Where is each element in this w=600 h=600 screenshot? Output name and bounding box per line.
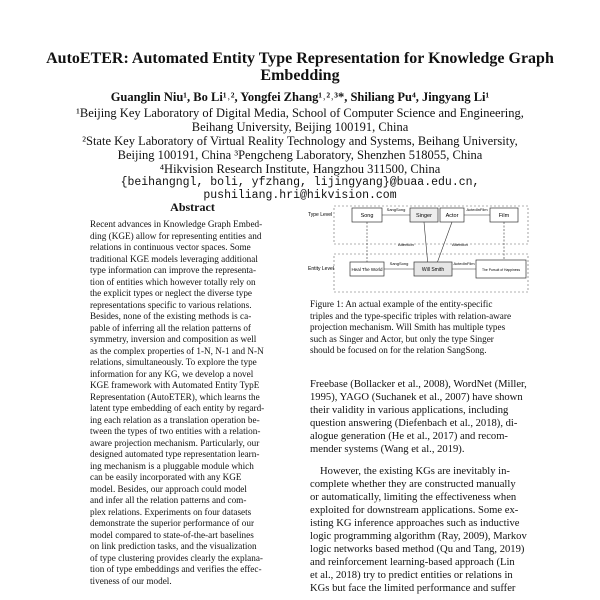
author-emails: {beihangngl, boli, yfzhang, lijingyang}@buaa.edu.cn, pushiliang.hri@hikvision.com xyxy=(120,176,480,202)
abstract-line: model. Besides, our approach could model xyxy=(90,483,247,494)
entity-edge-actedinfilm-label: ActedInFilm xyxy=(453,261,475,266)
type-node-song-label: Song xyxy=(360,213,374,219)
body-line: Freebase (Bollacker et al., 2008), WordNet (Miller, xyxy=(310,379,527,390)
type-edge-sangsong-label: SangSong xyxy=(386,207,406,212)
entity-node-heal-the-world-label: Heal The World xyxy=(351,267,383,272)
abstract-line: relations in continuous vector spaces. Some xyxy=(90,242,251,252)
abstract-line: KGE framework with Automated Entity TypE xyxy=(90,380,260,390)
caption-line: should be focused on for the relation SangSong. xyxy=(310,345,487,355)
entity-node-pursuit-of-happiness-label: The Pursuit of Happiness xyxy=(481,268,521,272)
abstract-line: on link prediction tasks, and the visualization xyxy=(90,541,257,551)
abstract-line: ing each relation as a translation operation be- xyxy=(90,414,260,425)
abstract-line: representations specific to various relations. xyxy=(90,299,252,310)
body-line: mender systems (Wang et al., 2019). xyxy=(310,444,465,455)
abstract-line: tion of type embeddings and verifies the effec- xyxy=(90,564,262,574)
body-line: their validity in various applications, including xyxy=(310,405,509,416)
attention-label-actor: Attention xyxy=(452,242,468,247)
abstract-line: type information can improve the representa- xyxy=(90,265,257,275)
figure-1-diagram xyxy=(306,204,530,294)
abstract-line: aware projection mechanism. Particularly, our xyxy=(90,437,260,448)
caption-line: such as Singer and Actor, but only the type Singer xyxy=(310,333,494,344)
abstract-line: traditional KGE models leveraging additional xyxy=(90,253,258,264)
abstract-line: Representation (AutoETER), which learns the xyxy=(90,391,260,402)
entity-node-will-smith-label: Will Smith xyxy=(421,267,445,273)
type-node-actor-label: Actor xyxy=(445,213,459,219)
abstract-line: model compared to state-of-the-art baselines xyxy=(90,529,254,540)
author-list: Guanglin Niu¹, Bo Li¹˒², Yongfei Zhang¹˒²˒³*, Shiliang Pu⁴, Jingyang Li¹ xyxy=(110,90,490,104)
abstract-line: information for any KG, we develop a novel xyxy=(90,368,254,379)
attention-label-singer: Attention xyxy=(398,242,414,247)
abstract-line: tiveness of our model. xyxy=(90,575,172,586)
abstract-line: can be easily incorporated with any KGE xyxy=(90,472,242,482)
abstract-line: the explicit types or neglect the diverse type xyxy=(90,288,253,298)
abstract-line: symmetry, inversion and composition as well xyxy=(90,334,257,344)
type-edge-actedinfilm-label: ActedInFilm xyxy=(466,207,488,212)
type-node-singer-label: Singer xyxy=(416,213,432,219)
affiliation-line: ²State Key Laboratory of Virtual Reality Technology and Systems, Beihang University, xyxy=(82,134,518,148)
abstract-line: of type clustering provides clearly the explana- xyxy=(90,552,263,563)
body-line: question answering (Diefenbach et al., 2018), di- xyxy=(310,418,518,429)
body-line: alogue generation (He et al., 2017) and recom- xyxy=(310,431,508,442)
body-line: exploited for downstream applications. Some ex- xyxy=(310,505,519,516)
abstract-heading: Abstract xyxy=(170,200,215,214)
type-node-film-label: Film xyxy=(498,213,510,219)
abstract-line: tion of entities which however totally rely on xyxy=(90,276,256,287)
affiliation-line: Beijing 100191, China ³Pengcheng Laboratory, Shenzhen 518055, China xyxy=(117,148,483,162)
caption-line: projection mechanism. Will Smith has multiple types xyxy=(310,322,506,332)
paper-title xyxy=(40,50,560,84)
entity-level-label: Entity Level xyxy=(308,266,334,272)
caption-line: triples and the type-specific triples with relation-aware xyxy=(310,310,512,321)
body-line: logic networks based method (Qu and Tang, 2019) xyxy=(310,544,525,555)
affiliation-line: Beihang University, Beijing 100191, China xyxy=(191,120,409,134)
body-line: isting KG inference approaches such as inductive xyxy=(310,518,520,529)
body-line: or automatically, limiting the effectiveness when xyxy=(310,492,517,503)
paper-title-line-2: Embedding xyxy=(260,67,340,84)
body-line: and reinforcement learning-based approach (Lin xyxy=(310,557,515,568)
body-line: logic programming algorithm (Ray, 2009), Markov xyxy=(310,531,527,542)
abstract-line: pable of inferring all the relation patterns of xyxy=(90,322,251,333)
abstract-line: ing mechanism is a pluggable module which xyxy=(90,460,254,471)
abstract-line: Besides, none of the existing methods is ca- xyxy=(90,311,252,321)
abstract-line: as the complex properties of 1-N, N-1 and N-N xyxy=(90,345,264,356)
abstract-line: tween the types of two entities with a relation- xyxy=(90,426,261,436)
caption-line: Figure 1: An actual example of the entity-specific xyxy=(310,299,493,309)
abstract-line: demonstrate the superior performance of our xyxy=(90,518,255,528)
abstract-line: designed automated type representation learn- xyxy=(90,449,260,459)
body-line: However, the existing KGs are inevitably in- xyxy=(320,466,510,477)
affiliation-line: ⁴Hikvision Research Institute, Hangzhou 311500, China xyxy=(159,162,441,176)
paper-title-line-1: AutoETER: Automated Entity Type Representation for Knowledge Graph xyxy=(46,50,554,67)
entity-edge-sangsong-label: SangSong xyxy=(389,261,409,266)
abstract-line: ding (KGE) allow for representing entities and xyxy=(90,230,262,241)
abstract-line: latent type embedding of each entity by regard- xyxy=(90,403,265,413)
body-line: et al., 2018) try to predict entities or relations in xyxy=(310,570,513,581)
abstract-line: and infer all the relation patterns and com- xyxy=(90,495,247,505)
body-line: KGs but face the limited performance and suffer xyxy=(310,583,516,594)
body-line: 1995), YAGO (Suchanek et al., 2007) have shown xyxy=(310,392,523,403)
affiliation-line: ¹Beijing Key Laboratory of Digital Media, School of Computer Science and Engineering, xyxy=(76,106,524,120)
type-level-label: Type Level xyxy=(308,212,333,218)
abstract-line: relations, simultaneously. To explore the type xyxy=(90,357,257,367)
abstract-line: plex relations. Experiments on four datasets xyxy=(90,506,252,517)
body-line: complete whether they are constructed manually xyxy=(310,479,516,490)
abstract-line: Recent advances in Knowledge Graph Embed- xyxy=(90,219,263,229)
